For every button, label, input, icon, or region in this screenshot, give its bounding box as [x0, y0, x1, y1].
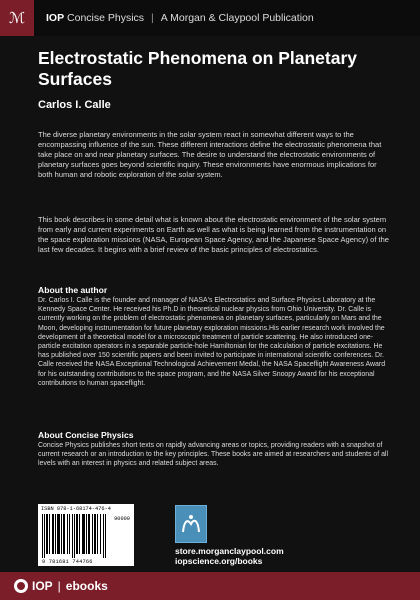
morgan-claypool-logo-icon [175, 505, 207, 543]
store-link[interactable]: store.morganclaypool.com [175, 546, 284, 556]
header-separator: | [151, 12, 154, 24]
publisher-logo-icon: ℳ [0, 0, 34, 36]
barcode-addon: 90000 [114, 516, 130, 522]
about-series-heading: About Concise Physics [38, 430, 134, 440]
about-author-text: Dr. Carlos I. Calle is the founder and manager of NASA's Electrostatics and Surface Physics Laboratory at the Kennedy Space Center. He received his Ph.D in theoretical nuclear physics from Ohio University. Dr. Calle is currently working on the problem of electrostatic phenomena on planetary surfaces, particularly on Mars and the Moon, developing instrumentation for future planetary exploration missions.His earlier research work involved the development of a theoretical model for a microscopic treatment of particle scattering. He also introduced one-particle excitation operators in a separable particle-hole Hamiltonian for the calculation of particle excitations. He has published over 150 scientific papers and been invited to participate in international scientific conferences. Dr. Calle received the NASA Exceptional Technological Achievement Medal, the NASA Spaceflight Awareness Award for his outstanding contributions to the space program, and the NASA Silver Snoopy Award for his exceptional contributions to human spaceflight. [38, 297, 386, 387]
barcode-bars-icon [42, 514, 108, 558]
barcode-number: 9 781681 744766 [42, 559, 93, 565]
book-author: Carlos I. Calle [38, 99, 111, 111]
publisher-name: A Morgan & Claypool Publication [160, 12, 314, 24]
description-paragraph: This book describes in some detail what is known about the electrostatic environment of the solar system from early and current experiments on Earth as well as what is being learned from the instrumentation on the space exploration missions (NASA, European Space Agency, and the Japanese Space Agency) of the last few decades. It begins with a brief review of the basic principles of electrostatics. [38, 215, 389, 255]
footer-iop-label: IOP [32, 579, 53, 593]
isbn-barcode [38, 504, 134, 566]
footer-separator: | [57, 579, 61, 593]
series-header [46, 12, 314, 24]
description-paragraph: The diverse planetary environments in the solar system react in somewhat different ways to the encompassing influence of the sun. These different interactions define the electrostatic phenomena that take place on and near planetary surfaces. The desire to understand the electrostatic environments of planetary surfaces goes beyond scientific inquiry. These environments have enormous implications for both human and robotic exploration of the solar system. [38, 130, 382, 180]
isbn-label: ISBN 978-1-68174-476-4 [41, 506, 111, 512]
bottom-bar [0, 572, 420, 600]
iop-logo-icon [13, 578, 29, 594]
book-title: Electrostatic Phenomena on Planetary Surfaces [38, 48, 357, 89]
iop-label: IOP [46, 12, 65, 24]
footer-ebooks-label: ebooks [65, 579, 108, 593]
iopscience-link[interactable]: iopscience.org/books [175, 556, 263, 566]
series-name: Concise Physics [67, 12, 145, 24]
about-author-heading: About the author [38, 285, 108, 295]
about-series-text: Concise Physics publishes short texts on rapidly advancing areas or topics, providing readers with a snapshot of current research or an introduction to the key principles. These books are aimed at researchers and students of all levels with an interest in physics and related subject areas. [38, 442, 389, 468]
top-bar [0, 0, 420, 36]
